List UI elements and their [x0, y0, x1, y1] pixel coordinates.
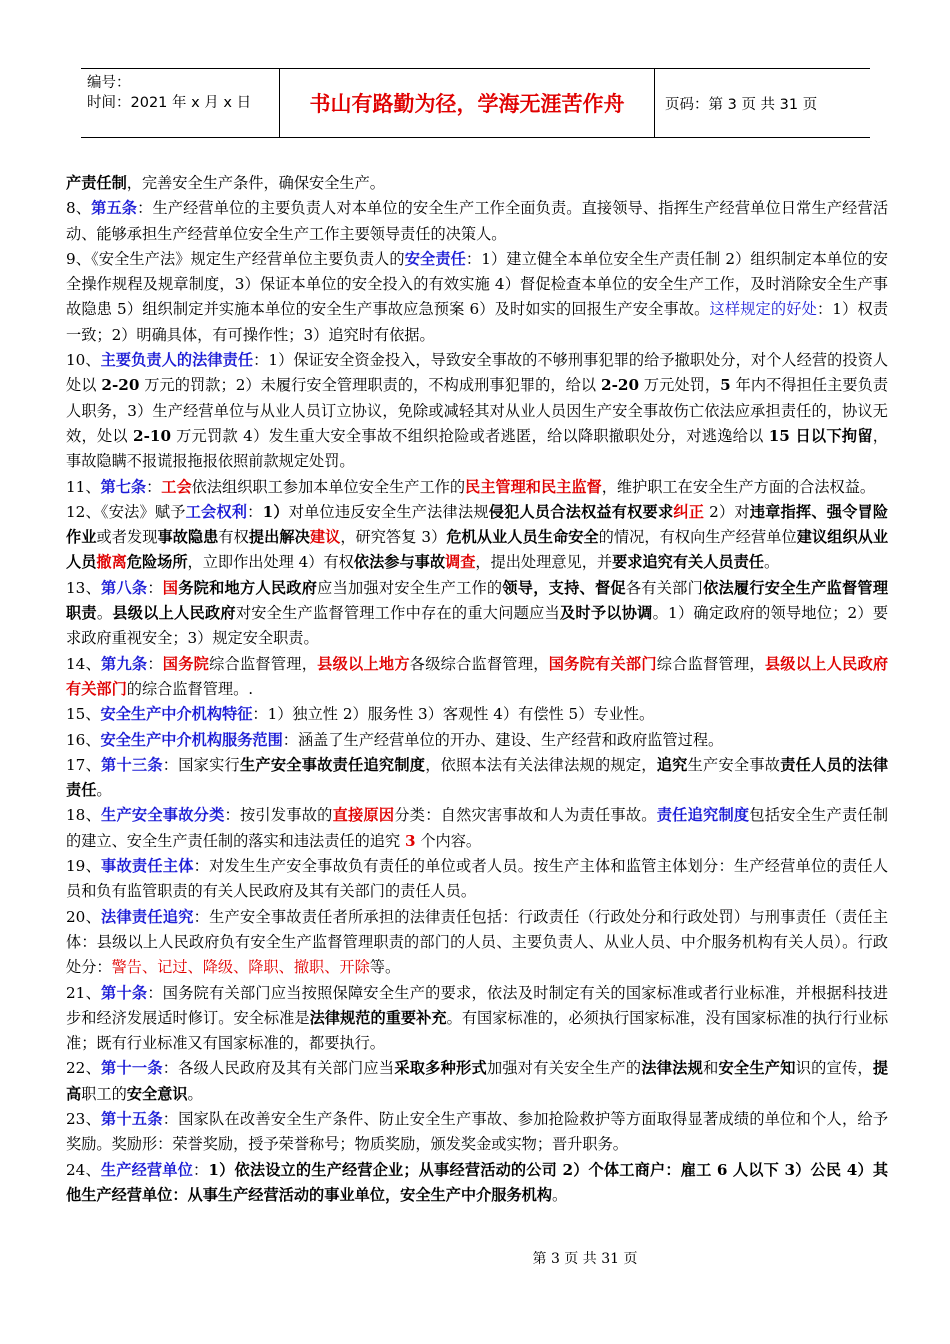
text-run: 综合监督管理，	[209, 654, 318, 673]
document-body	[66, 171, 888, 1208]
text-run: 职工的	[81, 1084, 127, 1103]
text-run: 采取多种形式	[394, 1059, 487, 1078]
paragraph	[66, 247, 888, 348]
paragraph	[66, 576, 888, 652]
text-run: 第五条	[91, 199, 138, 218]
paragraph	[66, 1056, 888, 1107]
document-date: 时间：2021 年 x 月 x 日	[87, 95, 252, 111]
text-run: 工会权利	[185, 502, 248, 521]
paragraph	[66, 905, 888, 981]
text-run: 事故隐患	[157, 528, 219, 547]
text-run: ：1）建立健全本单位安全生产责任制 2）组织制定本单位的安全操作规程及规章制度，3）保证本单位的安全投入的有效实施 4）督促检查本单位的安全生产工作，及时消除安全生产事故隐患 5）组织制定并实施本单位的安全生产事故应急预案 6）及时如实的回报生产安全事故。	[66, 249, 888, 319]
text-run: 生产安全事故	[687, 755, 781, 774]
text-run: ：国家实行	[162, 755, 240, 774]
text-run: 危险场所	[126, 553, 188, 572]
text-run: ：	[193, 1160, 209, 1179]
text-run: 2-10	[133, 426, 172, 445]
text-run: ，事故隐瞒不报谎报拖报依照前款规定处罚。	[66, 426, 888, 471]
text-run: ：按引发事故的	[224, 806, 333, 825]
text-run: 纠正	[673, 502, 705, 521]
text-run: 第八条	[101, 578, 148, 597]
paragraph	[66, 1158, 888, 1209]
text-run: 或者发现	[96, 528, 158, 547]
text-run: 。	[187, 1084, 203, 1103]
text-run: ：1）独立性 2）服务性 3）客观性 4）有偿性 5）专业性。	[252, 705, 655, 724]
text-run: ，提出处理意见，并	[475, 553, 613, 572]
text-run: 23、	[66, 1109, 102, 1128]
text-run: 法律规范的重要补充	[309, 1008, 447, 1027]
text-run: 国务院有关部门	[548, 654, 657, 673]
text-run: 建议	[309, 528, 341, 547]
text-run: 安全责任	[404, 249, 466, 268]
text-run: ：各级人民政府及其有关部门应当	[162, 1059, 395, 1078]
text-run: ：国家队在改善安全生产条件、防止安全生产事故、参加抢险救护等方面取得显著成绩的单位和个人，给予奖励。奖励形：荣誉奖励，授予荣誉称号；物质奖励，颁发奖金或实物；晋升职务。	[66, 1109, 889, 1154]
text-run: 万元处罚，	[639, 376, 721, 395]
text-run: 2-20	[101, 376, 140, 395]
text-run: 安全生产中介机构特征	[100, 705, 253, 724]
text-run: 的情况，有权向生产经营单位	[598, 528, 797, 547]
text-run: 各级综合监督管理，	[409, 654, 549, 673]
text-run: 建议组织从业人员	[66, 528, 889, 572]
text-run: 依法参与事故	[353, 553, 445, 572]
text-run: 。	[763, 553, 780, 572]
text-run: 主要负责人的法律责任	[100, 351, 254, 370]
text-run: 13、	[66, 578, 102, 597]
text-run: 万元的罚款；2）未履行安全管理职责的，不构成刑事犯罪的，给以	[139, 376, 601, 395]
text-run: ：	[247, 502, 263, 521]
text-run: 国务院	[162, 654, 210, 673]
text-run: 包括安全生产责任制的建立、安全生产责任制的落实和违法责任的追究	[66, 806, 889, 850]
text-run: 这样规定的好处	[709, 300, 817, 319]
text-run: ：	[146, 477, 162, 496]
text-run: 民主管理和民主监督	[465, 477, 602, 496]
text-run: 对单位违反安全生产法律法规	[288, 502, 489, 521]
text-run: ：1）保证安全资金投入，导致安全事故的不够刑事犯罪的给予撤职处分，对个人经营的投资人处以	[66, 351, 889, 395]
text-run: 生产安全事故分类	[101, 806, 225, 825]
text-run: ，依照本法有关法律法规的规定，	[425, 755, 657, 774]
text-run: 责任人员的法律责任	[66, 755, 889, 800]
text-run: ，研究答复 3）	[340, 528, 447, 547]
text-run: 各有关部门	[625, 578, 704, 597]
text-run: 撤离	[96, 553, 127, 572]
text-run: ：对发生生产安全事故负有责任的单位或者人员。按生产主体和监管主体划分：生产经营单位的责任人员和负有监管职责的有关人民政府及其有关部门的责任人员。	[66, 857, 889, 901]
text-run: 生产安全事故责任追究制度	[239, 755, 426, 774]
text-run: 14、	[66, 654, 102, 673]
text-run: 万元罚款 4）发生重大安全事故不组织抢险或者逃匿，给以降职撤职处分，对逃逸给以	[171, 426, 769, 445]
text-run: 法律责任追究	[101, 907, 194, 926]
paragraph	[66, 500, 888, 576]
text-run: 要求追究有关人员责任	[612, 553, 764, 572]
text-run: 依法履行安全生产监督管理职责	[66, 578, 889, 623]
text-run: 提出解决	[248, 528, 310, 547]
text-run: 。	[552, 1185, 568, 1204]
text-run: 违章指挥、强令冒险作业	[66, 502, 889, 547]
text-run: 22、	[66, 1059, 102, 1078]
text-run: 8、	[66, 199, 92, 218]
paragraph	[66, 728, 888, 753]
text-run: 领导，支持、督促	[502, 578, 626, 597]
text-run: 16、	[66, 730, 101, 749]
paragraph	[66, 803, 888, 854]
text-run: 及时予以协调	[559, 604, 653, 623]
text-run: 国	[162, 578, 179, 597]
text-run: 警告、记过、降级、降职、撤职、开除	[111, 958, 370, 977]
text-run: 和	[703, 1059, 719, 1078]
text-run: 务院和地方人民政府	[178, 578, 318, 597]
document-number: 编号：	[87, 75, 131, 91]
text-run: 县级以上地方	[317, 654, 410, 673]
text-run: 1）	[262, 502, 289, 521]
text-run: ：生产经营单位的主要负责人对本单位的安全生产工作全面负责。直接领导、指挥生产经营单位日常生产经营活动、能够承担生产经营单位安全生产工作主要领导责任的决策人。	[66, 199, 889, 243]
text-run: 。有国家标准的，必须执行国家标准，没有国家标准的执行行业标准；既有行业标准又有国家标准的，都要执行。	[66, 1008, 889, 1053]
text-run: 应当加强对安全生产工作的	[317, 578, 503, 597]
text-run: 12、《安法》赋予	[66, 502, 186, 521]
text-run: 追究	[656, 755, 688, 774]
text-run: 危机从业人员生命安全	[446, 528, 599, 547]
text-run: ，立即作出处理 4）有权	[187, 553, 354, 572]
header-motto: 书山有路勤为径，学海无涯苦作舟	[280, 69, 655, 137]
text-run: 生产经营单位	[100, 1160, 194, 1179]
page-footer: 第 3 页 共 31 页	[532, 1251, 638, 1267]
text-run: 2-20	[601, 376, 640, 395]
paragraph	[66, 702, 888, 727]
text-run: 依法组织职工参加本单位安全生产工作的	[191, 477, 466, 496]
text-run: 县级以上人民政府有关部门	[66, 654, 889, 698]
text-run: 直接原因	[332, 806, 395, 825]
text-run: 20、	[66, 907, 102, 926]
text-run: 第十五条	[101, 1109, 163, 1128]
text-run: 综合监督管理，	[656, 654, 765, 673]
text-run: 第十条	[101, 983, 148, 1002]
text-run: ：国务院有关部门应当按照保障安全生产的要求，依法及时制定有关的国家标准或者行业标准，并根据科技进步和经济发展适时修订。安全标准是	[66, 983, 889, 1027]
text-run: 10、	[66, 351, 101, 370]
text-run: ，完善安全生产条件，确保安全生产。	[126, 174, 385, 192]
text-run: 年内不得担任主要负责人职务，3）生产经营单位与从业人员订立协议，免除或减轻其对从业人员因生产安全事故伤亡依法应承担责任的，协议无效，处以	[66, 376, 889, 445]
text-run: 的综合监督管理。.	[126, 679, 254, 698]
header-page-number: 页码：第 3 页 共 31 页	[665, 96, 818, 113]
text-run: 提高	[66, 1059, 889, 1103]
text-run: 21、	[66, 983, 102, 1002]
paragraph	[66, 652, 888, 703]
text-run: 第十三条	[101, 755, 163, 774]
text-run: 。	[96, 604, 113, 623]
text-run: 侵犯人员合法权益有权要求	[488, 502, 674, 521]
text-run: 识的宣传，	[795, 1059, 873, 1078]
text-run: 有权	[218, 528, 249, 547]
text-run: 11、	[66, 477, 101, 496]
text-run: ，维护职工在安全生产方面的合法权益。	[601, 477, 876, 496]
text-run: 19、	[66, 857, 102, 876]
text-run: 24、	[66, 1160, 101, 1179]
text-run: 等。	[369, 958, 401, 977]
text-run: 17、	[66, 755, 102, 774]
text-run: 。	[96, 781, 112, 800]
text-run: 个内容。	[415, 831, 482, 850]
text-run: 9、《安全生产法》规定生产经营单位主要负责人的	[66, 249, 405, 268]
text-run: 3	[404, 831, 416, 850]
text-run: 加强对有关安全生产的	[486, 1059, 642, 1078]
text-run: 18、	[66, 806, 102, 825]
paragraph	[66, 981, 888, 1057]
text-run: 安全生产中介机构服务范围	[100, 730, 283, 749]
text-run: ：1）权责一致；2）明确具体，有可操作性；3）追究时有依据。	[66, 300, 889, 344]
text-run: 第七条	[100, 477, 147, 496]
text-run: 第十一条	[101, 1059, 163, 1078]
text-run: 安全意识	[126, 1084, 188, 1103]
paragraph	[66, 753, 888, 804]
text-run: ：涵盖了生产经营单位的开办、建设、生产经营和政府监管过程。	[282, 730, 724, 749]
text-run: ：	[147, 578, 163, 597]
text-run: 2）对	[704, 502, 750, 521]
paragraph	[66, 348, 888, 474]
text-run: 。1）确定政府的领导地位；2）要求政府重视安全；3）规定安全职责。	[66, 604, 889, 648]
text-run: 安全生产知	[718, 1059, 796, 1078]
text-run: 15、	[66, 705, 101, 724]
text-run: ：	[147, 654, 163, 673]
paragraph	[66, 854, 888, 905]
text-run: 事故责任主体	[101, 857, 194, 876]
paragraph	[66, 196, 888, 247]
text-run: 5	[720, 376, 731, 395]
text-run: 县级以上人民政府	[112, 604, 236, 623]
text-run: 对安全生产监督管理工作中存在的重大问题应当	[235, 604, 560, 623]
text-run: 产责任制	[66, 174, 127, 192]
text-run: 15 日以下拘留	[768, 426, 873, 445]
text-run: 调查	[445, 553, 476, 572]
paragraph	[66, 171, 888, 196]
text-run: 工会	[161, 477, 192, 496]
paragraph	[66, 475, 888, 500]
text-run: ：生产安全事故责任者所承担的法律责任包括：行政责任（行政处分和行政处罚）与刑事责任（责任主体：县级以上人民政府负有安全生产监督管理职责的部门的人员、主要负责人、从业人员、中介服务机构有关人员）。行政处分：	[66, 907, 889, 977]
header-info-cell	[81, 69, 280, 137]
text-run: 分类：自然灾害事故和人为责任事故。	[394, 806, 657, 825]
text-run: 1）依法设立的生产经营企业；从事经营活动的公司 2）个体工商户：雇工 6 人以下 3）公民 4）其他生产经营单位：从事生产经营活动的事业单位，安全生产中介服务机构	[66, 1160, 889, 1204]
text-run: 责任追究制度	[656, 806, 750, 825]
text-run: 法律法规	[641, 1059, 704, 1078]
paragraph	[66, 1107, 888, 1158]
text-run: 第九条	[101, 654, 148, 673]
page-header	[81, 68, 870, 138]
